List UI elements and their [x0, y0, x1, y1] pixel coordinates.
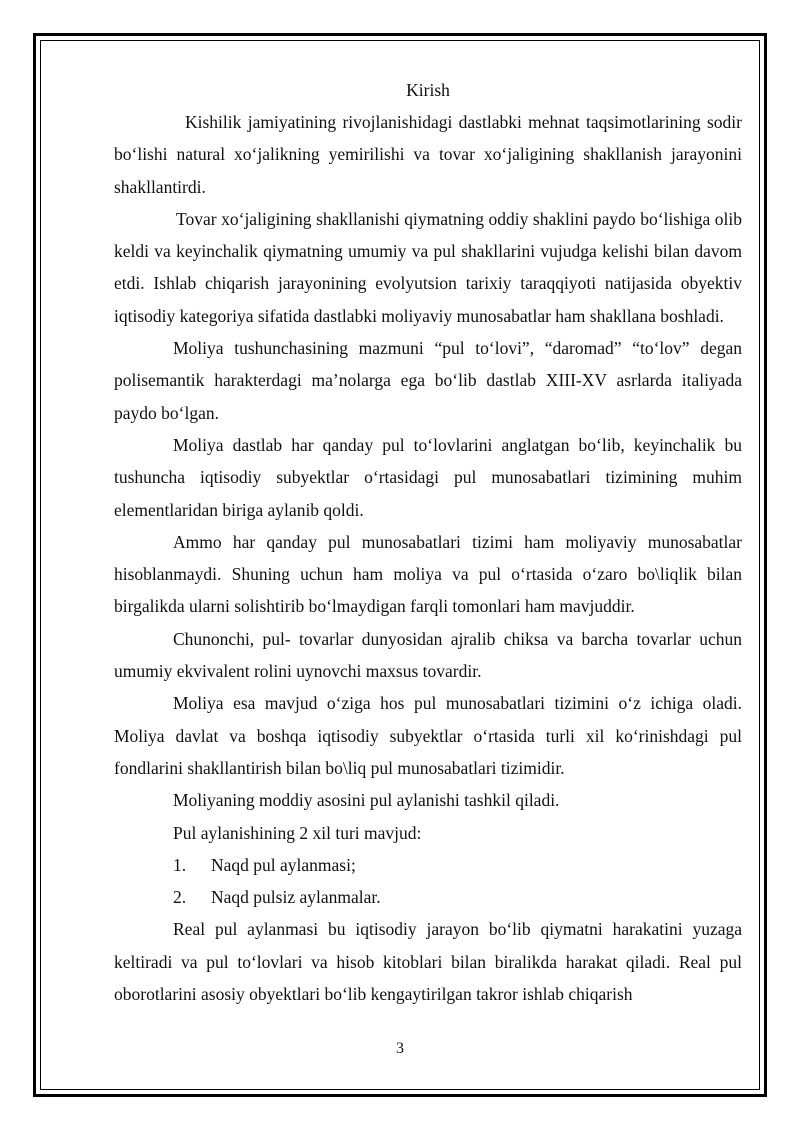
paragraph-7: Moliya esa mavjud o‘ziga hos pul munosabatlari tizimini o‘z ichiga oladi. Moliya davlat va boshqa iqtisodiy subyektlar o‘rtasida turli xil ko‘rinishdagi pul fondlarini shakllantirish bilan bo\liq pul munosabatlari tizimidir. — [114, 693, 742, 778]
paragraph-4: Moliya dastlab har qanday pul to‘lovlarini anglatgan bo‘lib, keyinchalik bu tushuncha iqtisodiy subyektlar o‘rtasidagi pul munosabatlari tizimining muhim elementlaridan biriga aylanib qoldi. — [114, 434, 742, 520]
closing-paragraph: Real pul aylanmasi bu iqtisodiy jarayon bo‘lib qiymatni harakatini yuzaga keltiradi va pul to‘lovlari va hisob kitoblari bilan biralikda harakat qiladi. Real pul oborotlarini asosiy obyektlari bo‘lib kengaytirilgan takror ishlab chiqarish — [114, 919, 742, 1005]
page-number: 3 — [396, 1040, 404, 1057]
paragraph-2: Tovar xo‘jaligining shakllanishi qiymatning oddiy shaklini paydo bo‘lishiga olib keldi va keyinchalik qiymatning umumiy va pul shakllarini vujudga kelishi bilan davom etdi. Ishlab chiqarish jarayonining evolyutsion tarixiy taraqqiyoti natijasida obyektiv iqtisodiy kategoriya sifatida dastlabki moliyaviy munosabatlar ham shakllana boshladi. — [114, 208, 742, 326]
list-item — [114, 881, 742, 913]
paragraph-8: Moliyaning moddiy asosini pul aylanishi tashkil qiladi. — [173, 790, 560, 811]
paragraph-1: Kishilik jamiyatining rivojlanishidagi dastlabki mehnat taqsimotlarining sodir bo‘lishi natural xo‘jalikning yemirilishi va tovar xo‘jaligining shakllanish jarayonini shakllantirdi. — [114, 112, 742, 197]
paragraph-9: Pul aylanishining 2 xil turi mavjud: — [173, 822, 422, 843]
list-item-number: 1. — [173, 854, 187, 875]
document-title: Kirish — [406, 80, 450, 100]
list-item-text: Naqd pulsiz aylanmalar. — [211, 887, 381, 908]
paragraph-6: Chunonchi, pul- tovarlar dunyosidan ajralib chiksa va barcha tovarlar uchun umumiy ekvivalent rolini uynovchi maxsus tovardir. — [114, 628, 742, 682]
list-item-number: 2. — [173, 887, 187, 908]
paragraph-5: Ammo har qanday pul munosabatlari tizimi ham moliyaviy munosabatlar hisoblanmaydi. Shuning uchun ham moliya va pul o‘rtasida o‘zaro bo\liqlik bilan birgalikda ularni solishtirib bo‘lmaydigan farqli tomonlari ham mavjuddir. — [114, 531, 742, 617]
list-item-text: Naqd pul aylanmasi; — [211, 854, 356, 875]
paragraph-3: Moliya tushunchasining mazmuni “pul to‘lovi”, “daromad” “to‘lov” degan polisemantik harakterdagi ma’nolarga ega bo‘lib dastlab XIII-XV asrlarda italiyada paydo bo‘lgan. — [114, 338, 742, 423]
document-body — [114, 74, 742, 1010]
list-item — [114, 849, 742, 881]
numbered-list — [114, 849, 742, 914]
